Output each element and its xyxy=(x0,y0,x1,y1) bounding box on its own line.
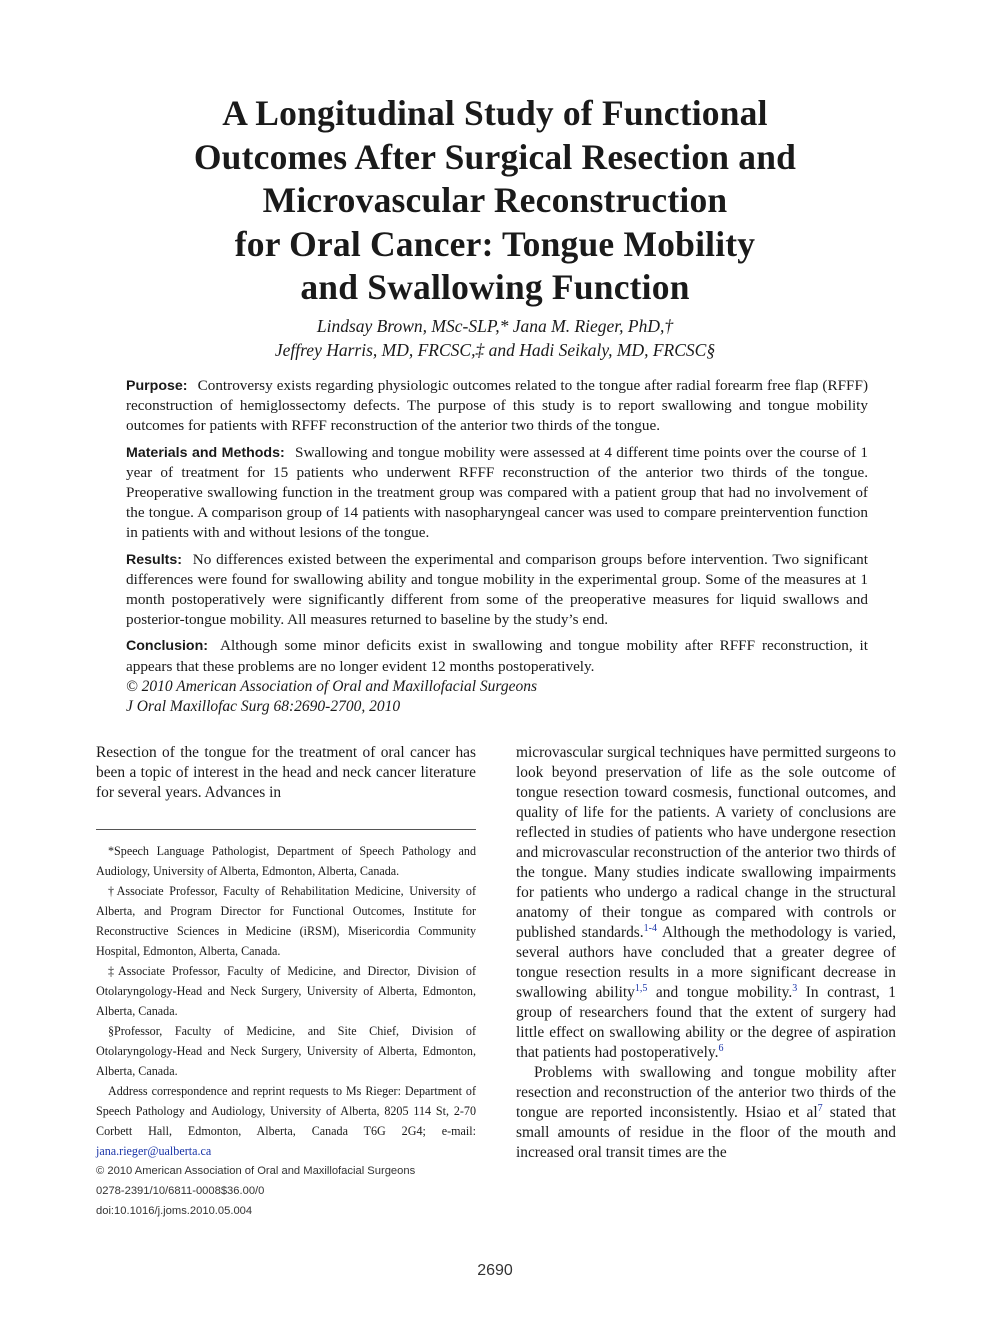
doi-line[interactable]: doi:10.1016/j.joms.2010.05.004 xyxy=(96,1205,253,1217)
text-run: and tongue mobility. xyxy=(647,984,793,1001)
abstract-conclusion xyxy=(126,636,868,676)
purpose-text: Controversy exists regarding physiologic outcomes related to the tongue after radial forearm free flap (RFFF) reconstruction of hemiglossectomy defects. The purpose of this study is to report swallowing and tongue mobility outcomes for patients with RFFF reconstruction of the anterior two thirds of the tongue. xyxy=(126,377,868,435)
article-title xyxy=(95,92,895,310)
title-line: Outcomes After Surgical Resection and xyxy=(193,136,797,177)
text-run: Although the methodology is varied, several authors have concluded that a greater degree of tongue resection results in a more significant decrease in swallowing ability xyxy=(516,924,896,1001)
text-run: Problems with swallowing and tongue mobility after resection and reconstruction of the anterior two thirds of the tongue are reported inconsistently. Hsiao et al xyxy=(516,1064,896,1121)
reference-link[interactable]: 3 xyxy=(792,983,798,994)
abstract xyxy=(126,376,868,717)
abstract-purpose xyxy=(126,376,868,437)
title-line: and Swallowing Function xyxy=(300,267,690,307)
footnote-author-1: *Speech Language Pathologist, Department of Speech Pathology and Audiology, University of Alberta, Edmonton, Alberta, Canada. xyxy=(96,844,476,878)
reference-link[interactable]: 1,5 xyxy=(634,983,648,994)
email-link[interactable]: jana.rieger@ualberta.ca xyxy=(96,1144,212,1158)
title-line: A Longitudinal Study of Functional xyxy=(222,93,768,133)
issn-line: 0278-2391/10/6811-0008$36.00/0 xyxy=(96,1185,265,1197)
author-list xyxy=(95,314,895,362)
footnote-copyright: © 2010 American Association of Oral and Maxillofacial Surgeons xyxy=(96,1165,416,1177)
footnote-divider xyxy=(96,829,476,830)
address-text: Address correspondence and reprint requests to Ms Rieger: Department of Speech Pathology and Audiology, University of Alberta, 8205 114 St, 2-70 Corbett Hall, Edmonton, Alberta, Canada T6G 2G4; e-mail: xyxy=(96,1084,476,1138)
footnote-author-4: §Professor, Faculty of Medicine, and Site Chief, Division of Otolaryngology-Head and Neck Surgery, University of Alberta, Edmonton, Alberta, Canada. xyxy=(96,1024,476,1078)
author-line: Jeffrey Harris, MD, FRCSC,‡ and Hadi Seikaly, MD, FRCSC§ xyxy=(274,340,716,360)
conclusion-label: Conclusion: xyxy=(126,638,208,655)
body-paragraph-1 xyxy=(516,743,896,1063)
conclusion-text: Although some minor deficits exist in swallowing and tongue mobility after RFFF reconstruction, it appears that these problems are no longer evident 12 months postoperatively. xyxy=(126,637,868,675)
body-column-right xyxy=(516,743,896,1163)
page-number: 2690 xyxy=(477,1262,513,1279)
author-line: Lindsay Brown, MSc-SLP,* Jana M. Rieger, PhD,† xyxy=(316,316,674,336)
purpose-label: Purpose: xyxy=(126,378,188,394)
results-label: Results: xyxy=(126,551,182,568)
footnote-author-3: ‡Associate Professor, Faculty of Medicine, and Director, Division of Otolaryngology-Head and Neck Surgery, University of Alberta, Edmonton, Alberta, Canada. xyxy=(96,964,476,1018)
results-text: No differences existed between the experimental and comparison groups before intervention. Two significant differences were found for swallowing ability and tongue mobility in the experimental group. Some of the measures at 1 month postoperatively were significantly different from some of the preoperative measures for liquid swallows and posterior-tongue mobility. All measures returned to baseline by the study’s end. xyxy=(126,550,868,629)
footnote-author-2: †Associate Professor, Faculty of Rehabilitation Medicine, University of Alberta, and Program Director for Functional Outcomes, Institute for Reconstructive Sciences in Medicine (iRSM), Misericordia Community Hospital, Edmonton, Alberta, Canada. xyxy=(96,884,476,958)
reference-link[interactable]: 6 xyxy=(718,1043,724,1054)
text-run: microvascular surgical techniques have permitted surgeons to look beyond preservation of life as the sole outcome of tongue resection toward cosmesis, functional outcomes, and quality of life for the patients. A variety of conclusions are reflected in studies of patients who have undergone resection and microvascular reconstruction of the anterior two thirds of the tongue. Many studies indicate swallowing impairments for patients who undergo a radical change in the structural anatomy of their tongue as compared with controls or published standards. xyxy=(516,744,896,941)
journal-citation: J Oral Maxillofac Surg 68:2690-2700, 2010 xyxy=(126,698,401,716)
title-line: for Oral Cancer: Tongue Mobility xyxy=(234,223,756,264)
abstract-copyright: © 2010 American Association of Oral and Maxillofacial Surgeons xyxy=(126,677,538,695)
footnotes xyxy=(96,841,476,1221)
text-run: In contrast, 1 group of researchers found that the extent of surgery had little effect on swallowing ability or the degree of aspiration that patients had postoperatively. xyxy=(516,984,896,1061)
methods-label: Materials and Methods: xyxy=(126,444,285,461)
body-paragraph-2 xyxy=(516,1063,896,1163)
text-run: stated that small amounts of residue in the floor of the mouth and increased oral transit times are the xyxy=(516,1104,896,1161)
abstract-results xyxy=(126,550,868,631)
intro-paragraph: Resection of the tongue for the treatment of oral cancer has been a topic of interest in the head and neck cancer literature for several years. Advances in xyxy=(96,744,476,801)
body-column-left xyxy=(96,743,476,803)
reference-link[interactable]: 7 xyxy=(817,1103,823,1114)
correspondence-address xyxy=(96,1081,476,1161)
reference-link[interactable]: 1-4 xyxy=(643,923,657,934)
title-line: Microvascular Reconstruction xyxy=(262,180,728,220)
abstract-methods xyxy=(126,443,868,544)
methods-text: Swallowing and tongue mobility were assessed at 4 different time points over the course of 1 year of treatment for 15 patients who underwent RFFF reconstruction of the anterior two thirds of the tongue. Preoperative swallowing function in the treatment group was compared with a patient group that had no involvement of the tongue. A comparison group of 14 patients with nasopharyngeal cancer was used to compare preintervention function in patients with and without lesions of the tongue. xyxy=(126,443,868,542)
